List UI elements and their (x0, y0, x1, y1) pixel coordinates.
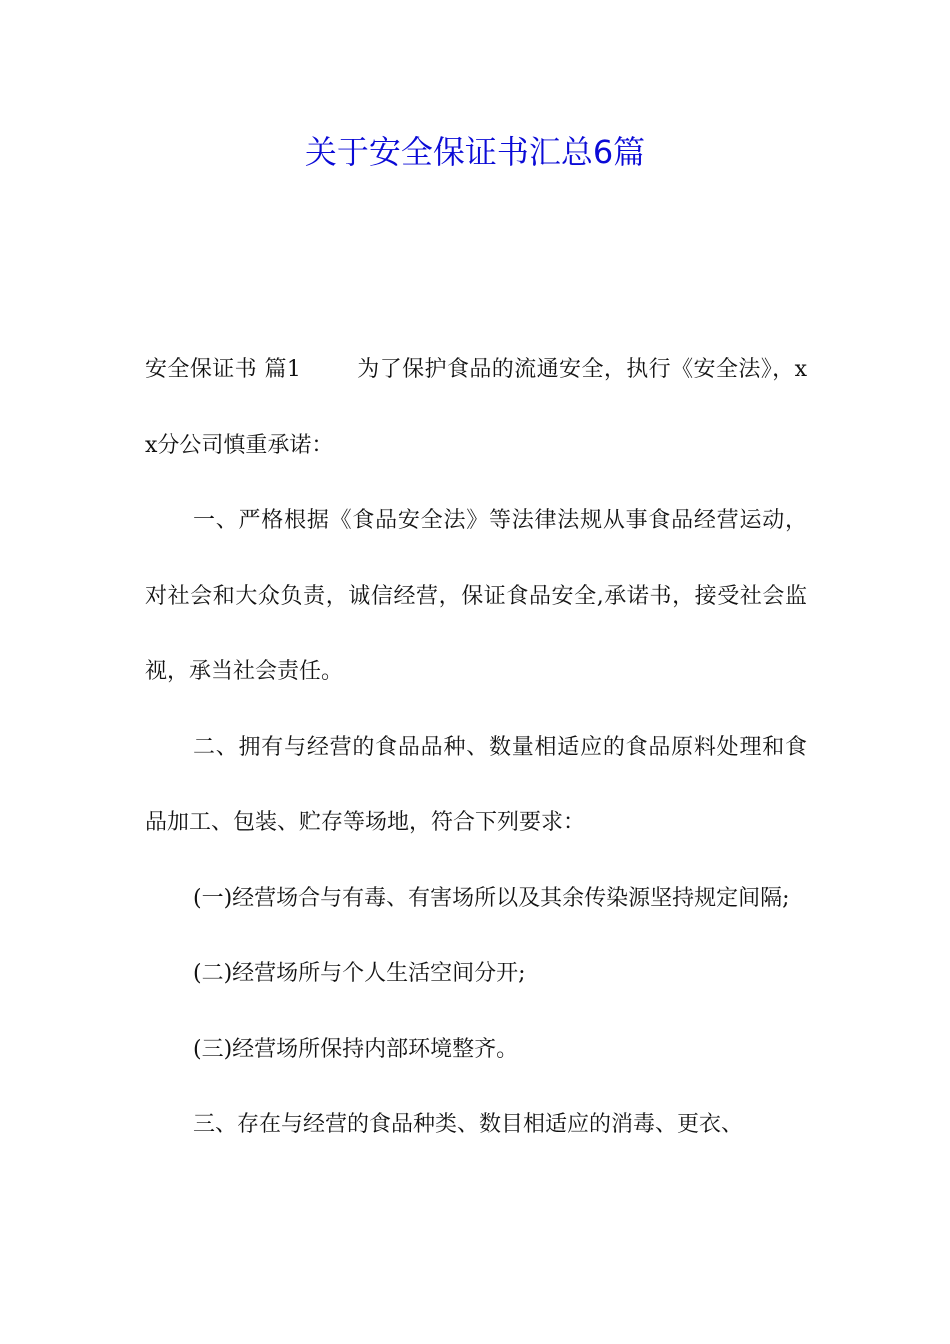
paragraph: (二)经营场所与个人生活空间分开; (193, 961, 526, 986)
document-title: 关于安全保证书汇总6篇 (304, 133, 646, 171)
paragraph: 三、存在与经营的食品种类、数目相适应的消毒、更衣、 (193, 1112, 744, 1137)
paragraph-text: 为了保护食品的流通安全，执行《安全法》，xx分公司慎重承诺： (145, 357, 807, 458)
paragraph: 一、严格根据《食品安全法》等法律法规从事食品经营运动，对社会和大众负责，诚信经营，保证食品安全,承诺书，接受社会监视，承当社会责任。 (145, 508, 807, 684)
section-heading: 安全保证书 篇1 (145, 357, 301, 382)
intro-paragraph (145, 332, 807, 483)
paragraph: 二、拥有与经营的食品品种、数量相适应的食品原料处理和食品加工、包装、贮存等场地，符合下列要求： (145, 734, 807, 835)
document-body (145, 332, 807, 1163)
paragraph: (一)经营场合与有毒、有害场所以及其余传染源坚持规定间隔; (193, 885, 790, 911)
paragraph: (三)经营场所保持内部环境整齐。 (193, 1036, 519, 1062)
